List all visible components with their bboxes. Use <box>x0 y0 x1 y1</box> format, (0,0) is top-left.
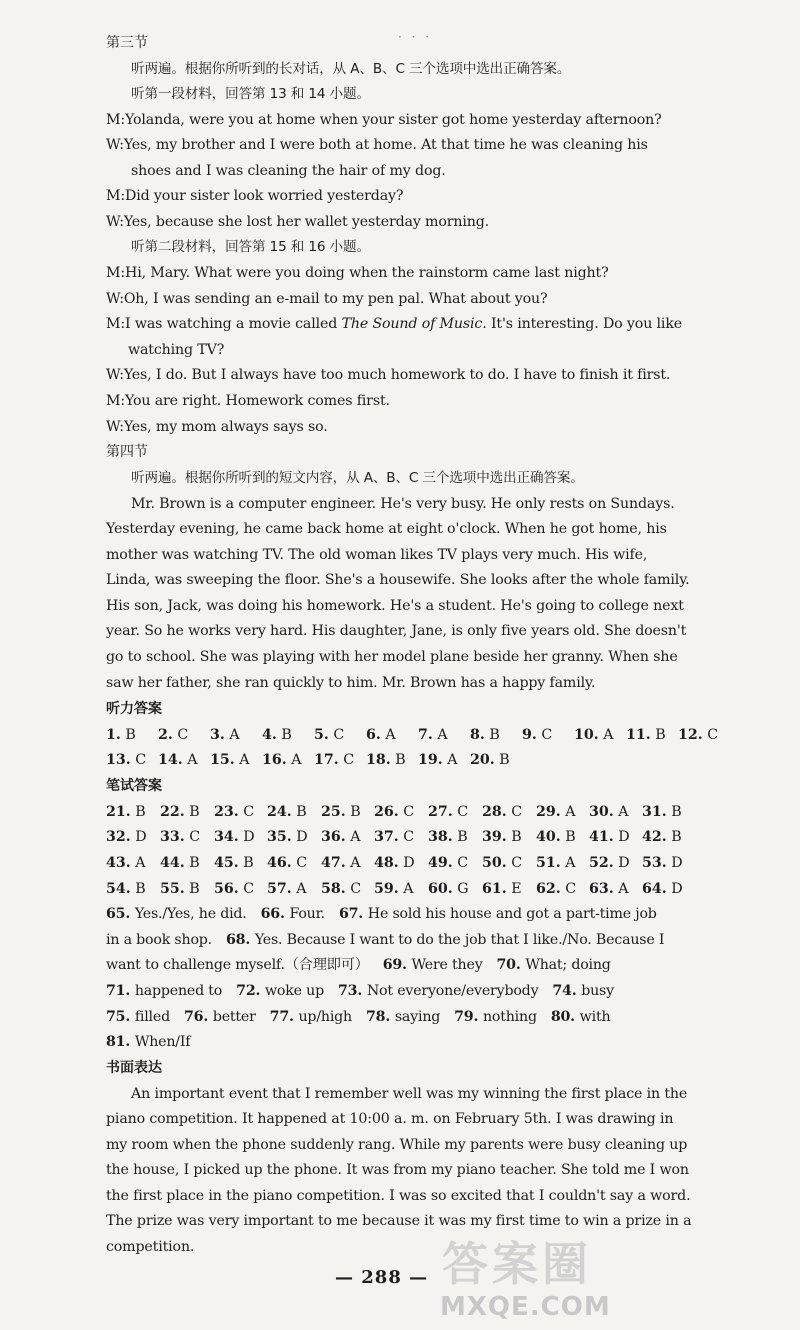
movie-title: The Sound of Music <box>341 316 483 332</box>
answer-choice: A <box>345 829 361 845</box>
section3-part2-note: 听第二段材料，回答第 15 和 16 小题。 <box>131 239 370 255</box>
answer-text: Four. <box>289 906 325 922</box>
answer-number: 74. <box>552 983 582 999</box>
answer-item <box>366 726 396 744</box>
answer-item <box>262 726 292 744</box>
answer-text: woke up <box>264 983 324 999</box>
dialogue-line: M:Hi, Mary. What were you doing when the rainstorm came last night? <box>106 265 609 281</box>
answer-choice: B <box>494 752 510 768</box>
answer-choice: C <box>345 881 362 897</box>
answer-text: want to challenge myself.（合理即可） <box>106 957 369 973</box>
answer-item <box>470 726 500 744</box>
answer-choice: B <box>130 804 146 820</box>
answer-choice: A <box>224 727 240 743</box>
answer-number: 54. <box>106 881 131 897</box>
written-answer-line <box>106 1033 682 1051</box>
passage-line: saw her father, she ran quickly to him. Mr. Brown has a happy family. <box>106 675 596 691</box>
answer-text: in a book shop. <box>106 932 212 948</box>
dialogue-text: . It's interesting. Do you like <box>482 316 683 332</box>
answer-item <box>321 803 361 821</box>
answer-number: 2. <box>158 727 173 743</box>
answer-number: 3. <box>210 727 225 743</box>
answer-text: nothing <box>482 1009 537 1025</box>
answer-choice: C <box>702 727 719 743</box>
answer-number: 59. <box>374 881 399 897</box>
written-answer-row <box>106 828 686 846</box>
answer-number: 23. <box>214 804 239 820</box>
answer-number: 16. <box>262 752 287 768</box>
answer-number: 75. <box>106 1009 135 1025</box>
answer-text: When/If <box>134 1034 191 1050</box>
answer-item <box>214 854 254 872</box>
answer-number: 24. <box>267 804 292 820</box>
answer-item <box>626 726 666 744</box>
answer-choice: C <box>184 829 201 845</box>
listening-answers-heading: 听力答案 <box>106 701 162 717</box>
answer-item <box>418 726 448 744</box>
dialogue-text: M:I was watching a movie called <box>106 316 342 332</box>
listening-answer-row <box>106 726 719 744</box>
answer-number: 70. <box>496 957 526 973</box>
essay-line: piano competition. It happened at 10:00 a. m. on February 5th. I was drawing in <box>106 1111 674 1127</box>
dialogue-line: W:Yes, my mom always says so. <box>106 419 328 435</box>
answer-choice: C <box>536 727 553 743</box>
answer-item <box>482 828 522 846</box>
essay-line: the first place in the piano competition. I was so excited that I couldn't say a word. <box>106 1188 691 1204</box>
answer-number: 50. <box>482 855 507 871</box>
answer-text: with <box>579 1009 611 1025</box>
section4-heading: 第四节 <box>106 444 148 460</box>
answer-number: 69. <box>382 957 412 973</box>
answer-item <box>214 803 254 821</box>
answer-item <box>262 751 301 769</box>
answer-choice: B <box>506 829 522 845</box>
answer-item <box>536 854 575 872</box>
answer-number: 8. <box>470 727 485 743</box>
answer-text: What; doing <box>525 957 611 973</box>
written-answer-row <box>106 803 686 821</box>
dialogue-line: shoes and I was cleaning the hair of my dog. <box>131 163 446 179</box>
answer-item <box>106 751 146 769</box>
answer-choice: B <box>184 881 200 897</box>
answer-number: 19. <box>418 752 443 768</box>
answer-choice: B <box>484 727 500 743</box>
answer-item <box>428 854 468 872</box>
answer-number: 76. <box>183 1009 213 1025</box>
answer-number: 80. <box>550 1009 580 1025</box>
answer-choice: C <box>238 881 255 897</box>
answer-number: 35. <box>267 829 292 845</box>
answer-number: 26. <box>374 804 399 820</box>
essay-line: competition. <box>106 1239 195 1255</box>
section3-part1-note: 听第一段材料，回答第 13 和 14 小题。 <box>131 86 370 102</box>
written-answer-line <box>106 982 682 1000</box>
answer-number: 51. <box>536 855 561 871</box>
answer-text: He sold his house and got a part-time job <box>367 906 657 922</box>
answer-number: 53. <box>642 855 667 871</box>
answer-number: 79. <box>454 1009 483 1025</box>
answer-choice: B <box>276 727 292 743</box>
watermark-site: MXQE.COM <box>440 1292 611 1322</box>
answer-choice: C <box>452 804 469 820</box>
answer-item <box>482 880 522 898</box>
dialogue-line <box>106 315 683 333</box>
answer-text: up/high <box>298 1009 352 1025</box>
answer-item <box>418 751 457 769</box>
answer-choice: A <box>560 804 576 820</box>
dialogue-line: M:Yolanda, were you at home when your sister got home yesterday afternoon? <box>106 112 662 128</box>
written-answer-line <box>106 931 682 949</box>
answer-choice: C <box>452 855 469 871</box>
answer-number: 47. <box>321 855 346 871</box>
answer-number: 72. <box>236 983 265 999</box>
answer-item <box>267 828 308 846</box>
answer-item <box>106 854 145 872</box>
answer-text: Yes./Yes, he did. <box>134 906 247 922</box>
passage-line: go to school. She was playing with her model plane beside her granny. When she <box>106 649 678 665</box>
answer-item <box>160 880 200 898</box>
answer-number: 29. <box>536 804 561 820</box>
answer-choice: B <box>238 855 254 871</box>
written-answer-row <box>106 854 686 872</box>
answer-item <box>589 854 630 872</box>
answer-item <box>158 751 197 769</box>
answer-choice: B <box>291 804 307 820</box>
passage-line: Linda, was sweeping the floor. She's a housewife. She looks after the whole family. <box>106 572 690 588</box>
answer-number: 11. <box>626 727 651 743</box>
answer-item <box>589 880 628 898</box>
answer-choice: D <box>666 881 683 897</box>
answer-choice: B <box>452 829 468 845</box>
top-marks: · · · <box>398 30 433 44</box>
answer-number: 49. <box>428 855 453 871</box>
answer-item <box>374 828 414 846</box>
answer-number: 41. <box>589 829 614 845</box>
answer-number: 55. <box>160 881 185 897</box>
answer-choice: D <box>238 829 255 845</box>
answer-number: 46. <box>267 855 292 871</box>
passage-line: Mr. Brown is a computer engineer. He's very busy. He only rests on Sundays. <box>131 496 675 512</box>
answer-number: 56. <box>214 881 239 897</box>
watermark-logo: 答案圈 <box>442 1237 592 1291</box>
answer-item <box>374 854 415 872</box>
page-number: — 288 — <box>335 1267 429 1288</box>
answer-item <box>160 854 200 872</box>
dialogue-line: W:Yes, my brother and I were both at home. At that time he was cleaning his <box>106 137 648 153</box>
answer-number: 27. <box>428 804 453 820</box>
answer-item <box>470 751 510 769</box>
answer-text: Were they <box>411 957 483 973</box>
answer-choice: A <box>234 752 250 768</box>
answer-number: 39. <box>482 829 507 845</box>
written-answer-row <box>106 880 686 898</box>
answer-choice: A <box>286 752 302 768</box>
answer-number: 12. <box>678 727 703 743</box>
answer-item <box>536 803 575 821</box>
passage-line: Yesterday evening, he came back home at eight o'clock. When he got home, his <box>106 521 667 537</box>
passage-line: mother was watching TV. The old woman likes TV plays very much. His wife, <box>106 547 648 563</box>
answer-choice: A <box>432 727 448 743</box>
answer-item <box>106 828 147 846</box>
answer-number: 13. <box>106 752 131 768</box>
passage-line: year. So he works very hard. His daughter, Jane, is only five years old. She doesn't <box>106 623 687 639</box>
dialogue-line: W:Yes, I do. But I always have too much homework to do. I have to finish it first. <box>106 367 671 383</box>
answer-number: 71. <box>106 983 135 999</box>
answer-number: 60. <box>428 881 453 897</box>
answer-item <box>589 803 628 821</box>
answer-number: 36. <box>321 829 346 845</box>
answer-item <box>267 854 307 872</box>
answer-item <box>158 726 188 744</box>
answer-item <box>106 803 146 821</box>
answer-item <box>642 803 682 821</box>
answer-item <box>536 880 576 898</box>
answer-number: 14. <box>158 752 183 768</box>
answer-number: 6. <box>366 727 381 743</box>
answer-text: filled <box>134 1009 170 1025</box>
answer-number: 78. <box>366 1009 395 1025</box>
answer-item <box>642 854 683 872</box>
answer-number: 17. <box>314 752 339 768</box>
answer-text: better <box>212 1009 256 1025</box>
answer-number: 62. <box>536 881 561 897</box>
answer-choice: C <box>398 829 415 845</box>
answer-choice: A <box>598 727 614 743</box>
answer-number: 7. <box>418 727 433 743</box>
answer-choice: C <box>238 804 255 820</box>
answer-number: 63. <box>589 881 614 897</box>
answer-choice: B <box>666 829 682 845</box>
answer-choice: B <box>184 804 200 820</box>
answer-item <box>160 803 200 821</box>
answer-choice: A <box>130 855 146 871</box>
answer-number: 67. <box>338 906 368 922</box>
answer-choice: E <box>506 881 522 897</box>
section3-heading: 第三节 <box>106 35 148 51</box>
answer-item <box>267 880 306 898</box>
answer-number: 30. <box>589 804 614 820</box>
section3-instruction: 听两遍。根据你所听到的长对话，从 A、B、C 三个选项中选出正确答案。 <box>131 61 571 77</box>
answer-choice: A <box>398 881 414 897</box>
answer-choice: A <box>291 881 307 897</box>
answer-number: 58. <box>321 881 346 897</box>
answer-text: busy <box>581 983 614 999</box>
essay-line: An important event that I remember well was my winning the first place in the <box>131 1086 688 1102</box>
answer-item <box>522 726 552 744</box>
answer-choice: C <box>130 752 147 768</box>
answer-item <box>321 880 361 898</box>
dialogue-line: W:Oh, I was sending an e-mail to my pen pal. What about you? <box>106 291 548 307</box>
answer-choice: A <box>345 855 361 871</box>
answer-choice: C <box>506 855 523 871</box>
answer-number: 32. <box>106 829 131 845</box>
answer-item <box>482 854 522 872</box>
answer-number: 81. <box>106 1034 135 1050</box>
answer-choice: D <box>666 855 683 871</box>
answer-choice: C <box>398 804 415 820</box>
answer-number: 33. <box>160 829 185 845</box>
passage-line: His son, Jack, was doing his homework. He's a student. He's going to college next <box>106 598 684 614</box>
answer-item <box>321 854 360 872</box>
answer-number: 20. <box>470 752 495 768</box>
writing-heading: 书面表达 <box>106 1060 162 1076</box>
written-answers-heading: 笔试答案 <box>106 778 162 794</box>
dialogue-line: M:Did your sister look worried yesterday? <box>106 188 404 204</box>
answer-number: 28. <box>482 804 507 820</box>
answer-item <box>428 828 468 846</box>
essay-line: the house, I picked up the phone. It was from my piano teacher. She told me I won <box>106 1162 689 1178</box>
answer-item <box>482 803 522 821</box>
answer-number: 44. <box>160 855 185 871</box>
answer-number: 10. <box>574 727 599 743</box>
written-answer-line <box>106 956 682 974</box>
written-answer-line <box>106 905 682 923</box>
answer-choice: D <box>613 829 630 845</box>
essay-line: my room when the phone suddenly rang. While my parents were busy cleaning up <box>106 1137 688 1153</box>
answer-choice: A <box>613 881 629 897</box>
answer-number: 18. <box>366 752 391 768</box>
listening-answer-row <box>106 751 686 769</box>
dialogue-line: W:Yes, because she lost her wallet yesterday morning. <box>106 214 490 230</box>
answer-item <box>314 751 354 769</box>
answer-choice: C <box>560 881 577 897</box>
answer-text: Yes. Because I want to do the job that I like./No. Because I <box>254 932 665 948</box>
answer-choice: A <box>560 855 576 871</box>
answer-choice: D <box>291 829 308 845</box>
answer-number: 4. <box>262 727 277 743</box>
answer-choice: B <box>130 881 146 897</box>
answer-text: saying <box>394 1009 441 1025</box>
answer-number: 22. <box>160 804 185 820</box>
answer-number: 73. <box>338 983 367 999</box>
answer-choice: G <box>452 881 469 897</box>
answer-number: 57. <box>267 881 292 897</box>
answer-text: happened to <box>134 983 223 999</box>
answer-choice: B <box>560 829 576 845</box>
answer-choice: A <box>442 752 458 768</box>
answer-choice: C <box>506 804 523 820</box>
answer-number: 68. <box>225 932 255 948</box>
answer-choice: C <box>328 727 345 743</box>
answer-item <box>678 726 718 744</box>
answer-number: 1. <box>106 727 121 743</box>
answer-choice: A <box>380 727 396 743</box>
answer-item <box>314 726 344 744</box>
answer-number: 42. <box>642 829 667 845</box>
answer-choice: B <box>650 727 666 743</box>
answer-choice: C <box>291 855 308 871</box>
answer-number: 66. <box>260 906 290 922</box>
answer-item <box>214 828 255 846</box>
answer-item <box>574 726 613 744</box>
answer-item <box>321 828 360 846</box>
answer-choice: C <box>338 752 355 768</box>
answer-number: 15. <box>210 752 235 768</box>
answer-number: 37. <box>374 829 399 845</box>
answer-choice: B <box>184 855 200 871</box>
answer-number: 25. <box>321 804 346 820</box>
answer-number: 52. <box>589 855 614 871</box>
essay-line: The prize was very important to me because it was my first time to win a prize in a <box>106 1213 692 1229</box>
answer-item <box>374 803 414 821</box>
answer-choice: B <box>345 804 361 820</box>
answer-item <box>267 803 307 821</box>
answer-item <box>106 880 146 898</box>
answer-item <box>160 828 200 846</box>
answer-item <box>210 751 249 769</box>
answer-choice: A <box>613 804 629 820</box>
answer-number: 48. <box>374 855 399 871</box>
answer-number: 9. <box>522 727 537 743</box>
answer-item <box>589 828 630 846</box>
answer-choice: D <box>613 855 630 871</box>
dialogue-line: M:You are right. Homework comes first. <box>106 393 390 409</box>
section4-instruction: 听两遍。根据你所听到的短文内容，从 A、B、C 三个选项中选出正确答案。 <box>131 470 584 486</box>
answer-text: Not everyone/everybody <box>366 983 539 999</box>
answer-number: 45. <box>214 855 239 871</box>
answer-choice: A <box>182 752 198 768</box>
answer-choice: B <box>390 752 406 768</box>
dialogue-line: watching TV? <box>128 342 225 358</box>
answer-item <box>536 828 576 846</box>
answer-number: 21. <box>106 804 131 820</box>
answer-choice: B <box>666 804 682 820</box>
answer-number: 77. <box>269 1009 299 1025</box>
answer-item <box>214 880 254 898</box>
written-answer-line <box>106 1008 682 1026</box>
answer-item <box>366 751 406 769</box>
answer-number: 34. <box>214 829 239 845</box>
answer-item <box>106 726 136 744</box>
answer-choice: D <box>130 829 147 845</box>
answer-number: 5. <box>314 727 329 743</box>
answer-item <box>210 726 240 744</box>
answer-item <box>374 880 413 898</box>
answer-item <box>642 880 683 898</box>
answer-number: 61. <box>482 881 507 897</box>
answer-choice: C <box>172 727 189 743</box>
answer-number: 65. <box>106 906 135 922</box>
answer-number: 43. <box>106 855 131 871</box>
answer-choice: D <box>398 855 415 871</box>
answer-choice: B <box>120 727 136 743</box>
answer-number: 31. <box>642 804 667 820</box>
answer-item <box>428 803 468 821</box>
answer-number: 38. <box>428 829 453 845</box>
answer-number: 64. <box>642 881 667 897</box>
answer-item <box>428 880 469 898</box>
answer-number: 40. <box>536 829 561 845</box>
answer-item <box>642 828 682 846</box>
